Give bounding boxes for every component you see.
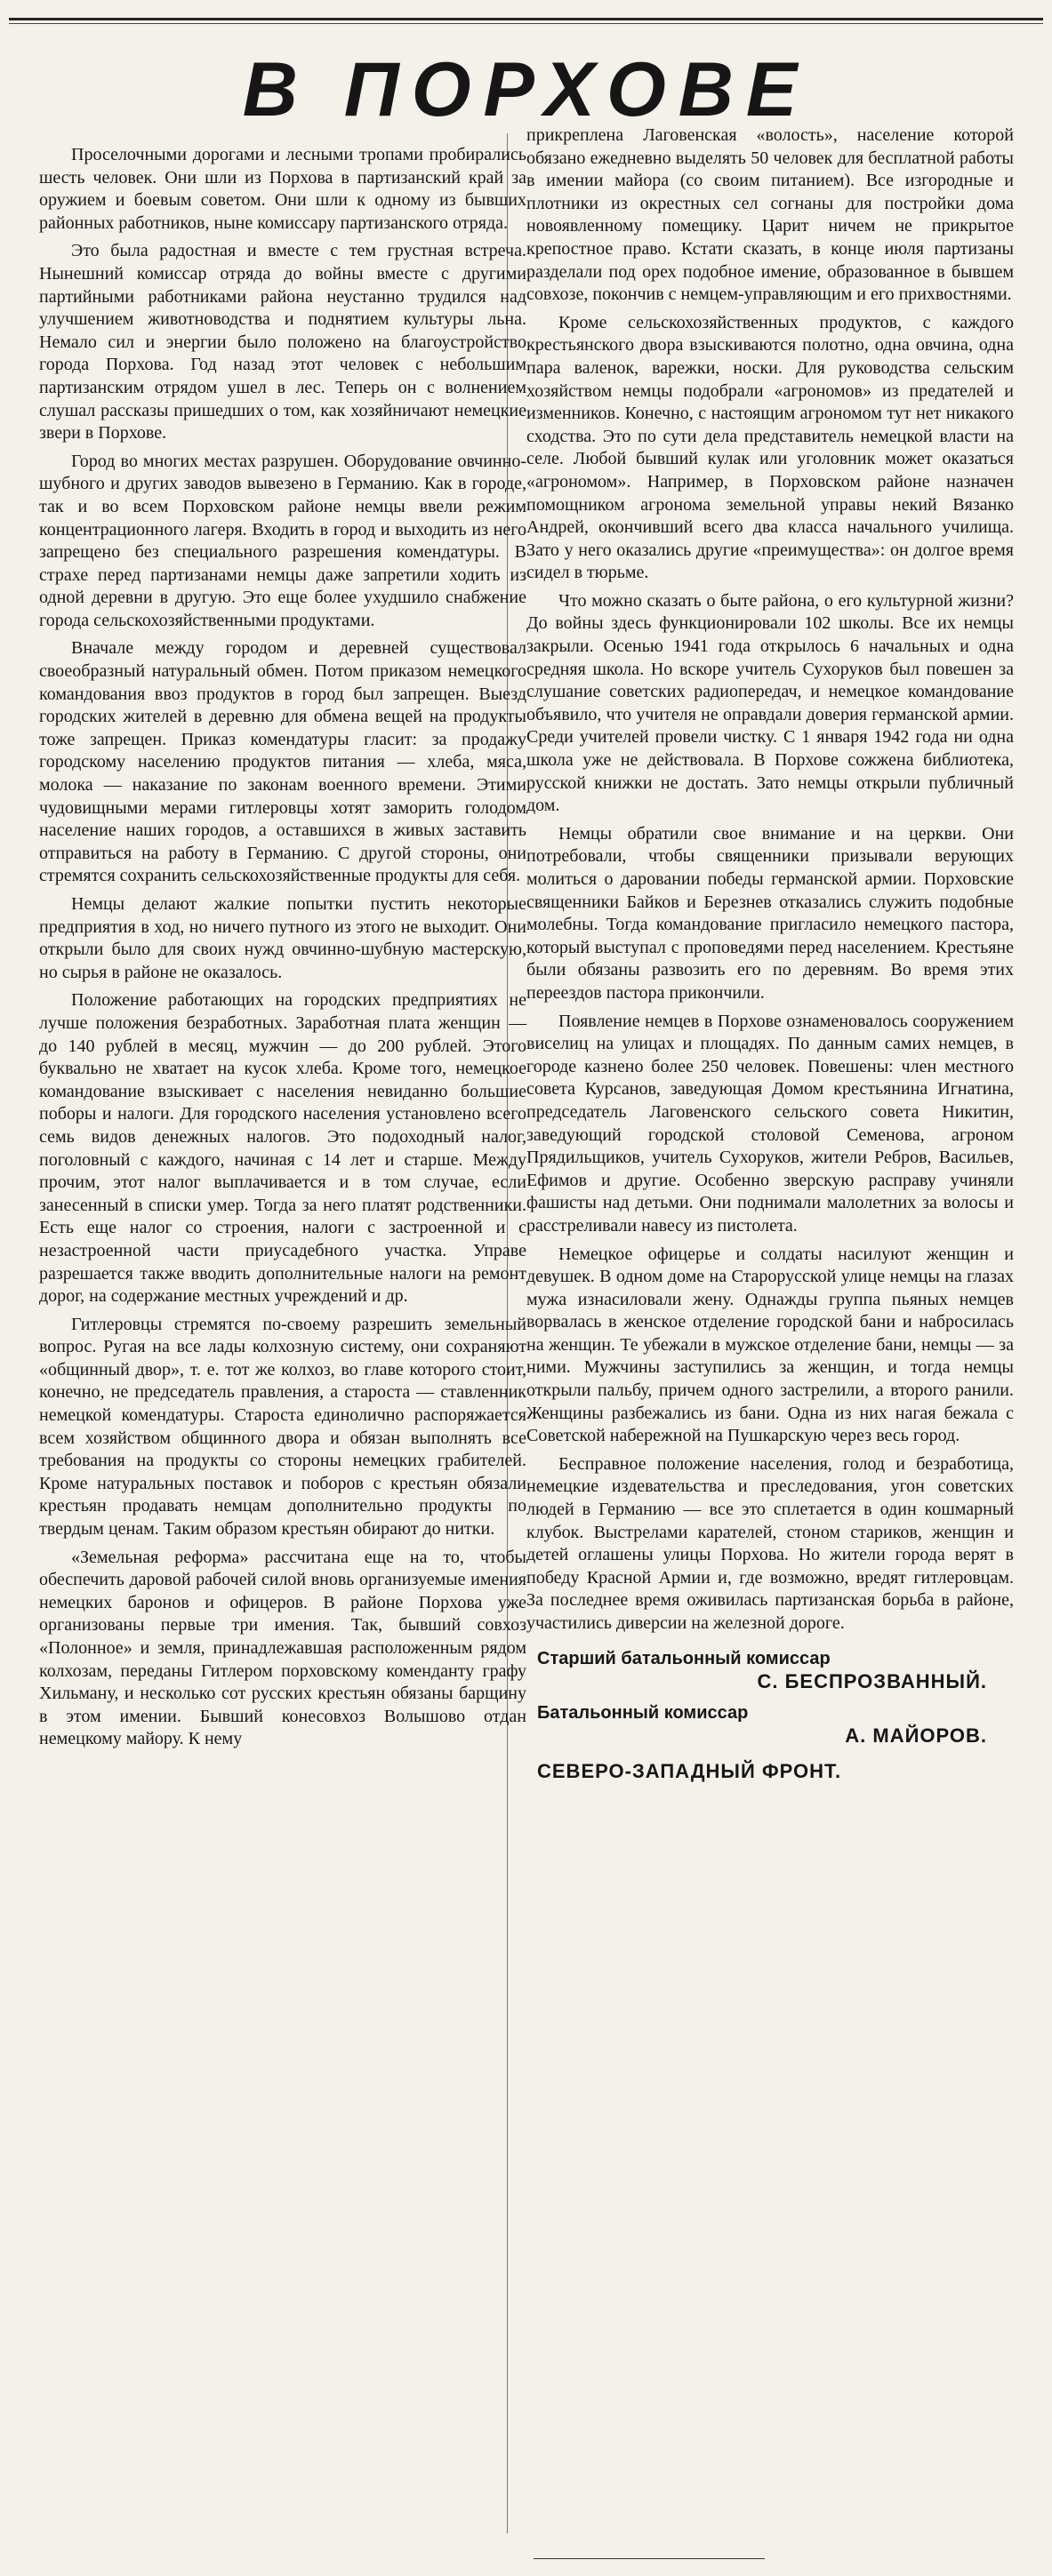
paragraph: Немцы делают жалкие попытки пустить некоторые предприятия в ход, но ничего путного из этого не выходит. Они открыли было для своих нужд овчинно-шубную мастерскую, но сырья в районе не оказалось. [39,894,526,982]
bottom-rule [534,2558,765,2559]
left-column [39,144,526,1756]
paragraph: Кроме сельскохозяйственных продуктов, с каждого крестьянского двора взыскиваются полотно, одна овчина, одна пара валенок, варежки, носки. Для руководства сельским хозяйством немцы подобрали «агрономов» из предателей и изменников. Конечно, с настоящим агрономом тут нет никакого сходства. Это по сути дела представитель немецкой власти на селе. Любой бывший кулак или уголовник может оказаться «агрономом». Например, в Порховском районе назначен помощником агронома земельной управы некий Вязанко Андрей, окончивший всего два класса начального училища. Зато у него оказались другие «преимущества»: он долгое время сидел в тюрьме. [526,312,1014,583]
paragraph: Вначале между городом и деревней существовал своеобразный натуральный обмен. Потом приказом немецкого командования ввоз продуктов в город был запрещен. Выезд городских жителей в деревню для обмена вещей на продукты тоже запрещен. Приказ комендатуры гласит: за продажу городскому населению продуктов питания — хлеба, мяса, молока — наказание по законам военного времени. Этими чудовищными мерами гитлеровцы хотят заморить голодом население наших городов, а оставшихся в живых заставить отправиться на работу в Германию. С другой стороны, они стремятся сохранить сельскохозяйственные продукты для себя. [39,638,526,886]
paragraph: «Земельная реформа» рассчитана еще на то, чтобы обеспечить даровой рабочей силой вновь организуемые имения немецких баронов и офицеров. В районе Порхова уже организованы первые три имения. Так, бывший совхоз «Полонное» и земля, принадлежавшая расположенным рядом колхозам, переданы Гитлером порховскому коменданту графу Хильману, и несколько сот русских крестьян обязаны барщину в этом имении. Бывший конесовхоз Волышово отдан немецкому майору. К нему [39,1547,526,1749]
paragraph: Что можно сказать о быте района, о его культурной жизни? До войны здесь функционировали 102 школы. Все их немцы закрыли. Осенью 1941 года открылось 6 начальных и одна средняя школа. Но вскоре учитель Сухоруков был повешен за слушание советских радиопередач, и немецкое командование объявило, что учителя не оправдали доверия германской армии. Среди учителей провели чистку. С 1 января 1942 года ни одна школа уже не действовала. В Порхове сожжена библиотека, русской книжки не достать. Зато немцы открыли публичный дом. [526,590,1014,816]
front-dateline: СЕВЕРО-ЗАПАДНЫЙ ФРОНТ. [537,1759,842,1782]
article-title: В ПОРХОВЕ [242,47,810,132]
paragraph: Положение работающих на городских предприятиях не лучше положения безработных. Заработная плата женщин — до 140 рублей в месяц, мужчин — до 200 рублей. Этого буквально не хватает на кусок хлеба. Кроме того, немецкое командование взыскивает с населения невиданно большие поборы и налоги. Для городского населения установлено всего семь видов денежных налогов. Это подоходный налог, поголовный с каждого, начиная с 14 лет и старше. Между прочим, этот налог выплачивается и в том случае, если занесенный в списки умер. Тогда за него платят родственники. Есть еще налог со строения, налоги с застроенной и с незастроенной части приусадебного участка. Управе разрешается также вводить дополнительные налоги на ремонт дорог, на содержание местных учреждений и др. [39,990,526,1307]
signature-role: Батальонный комиссар [537,1702,749,1723]
signature-role: Старший батальонный комиссар [537,1648,831,1668]
top-rule-thin [9,23,1043,24]
paragraph: Проселочными дорогами и лесными тропами пробирались шесть человек. Они шли из Порхова в партизанский край за оружием и боевым советом. Они шли к одному из бывших районных работников, ныне комиссару партизанского отряда. [39,145,526,233]
paragraph: Гитлеровцы стремятся по-своему разрешить земельный вопрос. Ругая на все лады колхозную систему, они сохраняют «общинный двор», т. е. тот же колхоз, во главе которого стоит, конечно, не председатель правления, а староста — ставленник немецкой комендатуры. Староста единолично распоряжается всем хозяйством общинного двора и обязан выполнять все требования на продукты со стороны немецких грабителей. Кроме натуральных поставок и поборов с крестьян обязали крестьян продавать немцам дополнительно продукты по твердым ценам. Таким образом крестьян обирают до нитки. [39,1314,526,1540]
paragraph: Немцы обратили свое внимание и на церкви. Они потребовали, чтобы священники призывали верующих молиться о даровании победы германской армии. Порховские священники Байков и Березнев отказались служить подобные молебны. Тогда командование пригласило немецкого пастора, который выступал с проповедями перед населением. Крестьяне были обязаны развозить его по деревням. Во время этих переездов пастора прикончили. [526,823,1014,1003]
paragraph: Появление немцев в Порхове ознаменовалось сооружением виселиц на улицах и площадях. По данным самих немцев, в городе казнено более 250 человек. Повешены: член местного совета Курсанов, заведующая Домом крестьянина Игнатина, председатель Лаговенского сельского совета Никитин, заведующий городской столовой Семенова, агроном Прядильщиков, учитель Сухоруков, жители Ребров, Васильев, Ефимов и другие. Особенно зверскую расправу учиняли фашисты над детьми. Они поднимали малолетних за волосы и расстреливали навесу из пистолета. [526,1011,1014,1236]
signature-name: А. МАЙОРОВ. [845,1724,987,1748]
paragraph: Город во многих местах разрушен. Оборудование овчинно-шубного и других заводов вывезено в Германию. Как в городе, так и во всем Порховском районе немцы ввели режим концентрационного лагеря. Входить в город и выходить из него запрещено без специального разрешения комендатуры. В страхе перед партизанами немцы даже запретили ходить из одной деревни в другую. Это еще более ухудшило снабжение города сельскохозяйственными продуктами. [39,451,526,630]
paragraph: Бесправное положение населения, голод и безработица, немецкие издевательства и преследования, угон советских людей в Германию — все это сплетается в один кошмарный клубок. Выстрелами карателей, стоном стариков, женщин и детей оглашены улицы Порхова. Но жители города верят в победу Красной Армии и, где возможно, вредят гитлеровцам. За последнее время оживилась партизанская борьба в районе, участились диверсии на железной дороге. [526,1453,1014,1633]
signature-name: С. БЕСПРОЗВАННЫЙ. [757,1670,987,1693]
paragraph: Это была радостная и вместе с тем грустная встреча. Нынешний комиссар отряда до войны вместе с другими партийными работниками района неустанно трудился над улучшением животноводства и поднятием культуры льна. Немало сил и энергии было положено на благоустройство города Порхова. Год назад этот человек с небольшим партизанским отрядом ушел в лес. Теперь он с волнением слушал рассказы пришедших о том, как хозяйничают немецкие звери в Порхове. [39,241,526,444]
paragraph: прикреплена Лаговенская «волость», население которой обязано ежедневно выделять 50 человек для бесплатной работы в имении майора (со своим питанием). Все изгородные и плотники из окрестных сел согнаны для постройки дома новоявленному помещику. Царит ничем не прикрытое крепостное право. Кстати сказать, в конце июля партизаны разделали под орех подобное имение, образованное в бывшем совхозе, покончив с немцем-управляющим и его прихвостнями. [526,125,1014,305]
paragraph: Немецкое офицерье и солдаты насилуют женщин и девушек. В одном доме на Старорусской улице немцы на глазах мужа изнасиловали жену. Однажды группа пьяных немцев ворвалась в женское отделение городской бани и набросилась на женщин. Те убежали в мужское отделение бани, немцы — за ними. Мужчины заступились за женщин, и тогда немцы открыли пальбу, причем одного застрелили, а второго ранили. Женщины разбежались из бани. Одна из них нагая бежала с Советской набережной на Пушкарскую через весь город. [526,1244,1014,1446]
top-rule [9,18,1043,20]
signature-block [526,1648,1014,1783]
right-column [526,124,1014,1783]
